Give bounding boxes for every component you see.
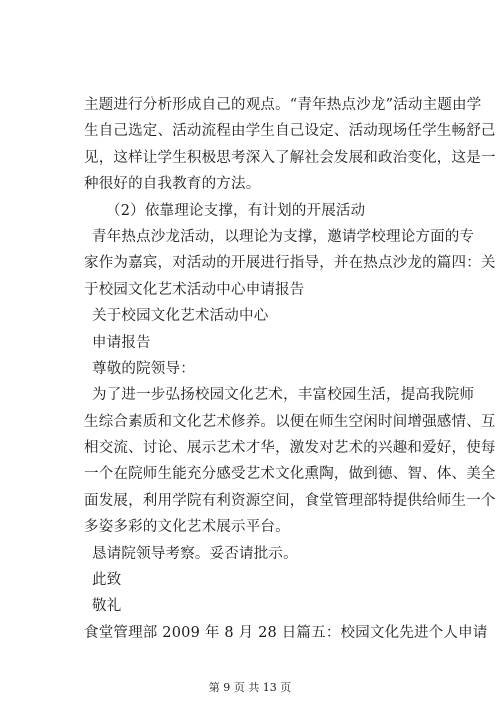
report-title-line: 关于校园文化艺术活动中心 [92,308,269,325]
text-line: 于校园文化艺术活动中心申请报告 [84,281,305,298]
text-line: 为了进一步弘扬校园文化艺术，丰富校园生活，提高我院师 [92,387,475,404]
text-line: 生综合素质和文化艺术修养。以便在师生空闲时间增强感情、互 [84,413,496,430]
signature-line: 食堂管理部 2009 年 8 月 28 日篇五：校园文化先进个人申请 [84,624,488,641]
document-body [84,92,496,646]
report-title-line: 申请报告 [92,334,151,351]
text-line: 相交流、讨论、展示艺术才华，激发对艺术的兴趣和爱好，使每 [84,440,496,457]
salutation: 尊敬的院领导： [92,360,195,377]
text-line: 面发展，利用学院有利资源空间，食堂管理部特提供给师生一个 [84,492,496,509]
text-line: 生自己选定、活动流程由学生自己设定、活动现场任学生畅舒己 [84,123,496,140]
text-line: 种很好的自我教育的方法。 [84,176,261,193]
section-heading: （2）依靠理论支撑，有计划的开展活动 [106,202,366,219]
request-line: 恳请院领导考察。妥否请批示。 [92,545,298,562]
closing-line: 敬礼 [92,598,122,615]
text-line: 见，这样让学生积极思考深入了解社会发展和政治变化，这是一 [84,149,496,166]
text-line: 青年热点沙龙活动，以理论为支撑，邀请学校理论方面的专 [92,228,475,245]
page-number-footer: 第 9 页 共 13 页 [208,681,292,694]
text-line: 一个在院师生能充分感受艺术文化熏陶，做到德、智、体、美全 [84,466,496,483]
text-line: 主题进行分析形成自己的观点。“青年热点沙龙”活动主题由学 [84,97,482,113]
text-line: 家作为嘉宾，对活动的开展进行指导，并在热点沙龙的篇四：关 [84,255,496,272]
closing-line: 此致 [92,572,122,589]
text-line: 多姿多彩的文化艺术展示平台。 [84,519,290,536]
